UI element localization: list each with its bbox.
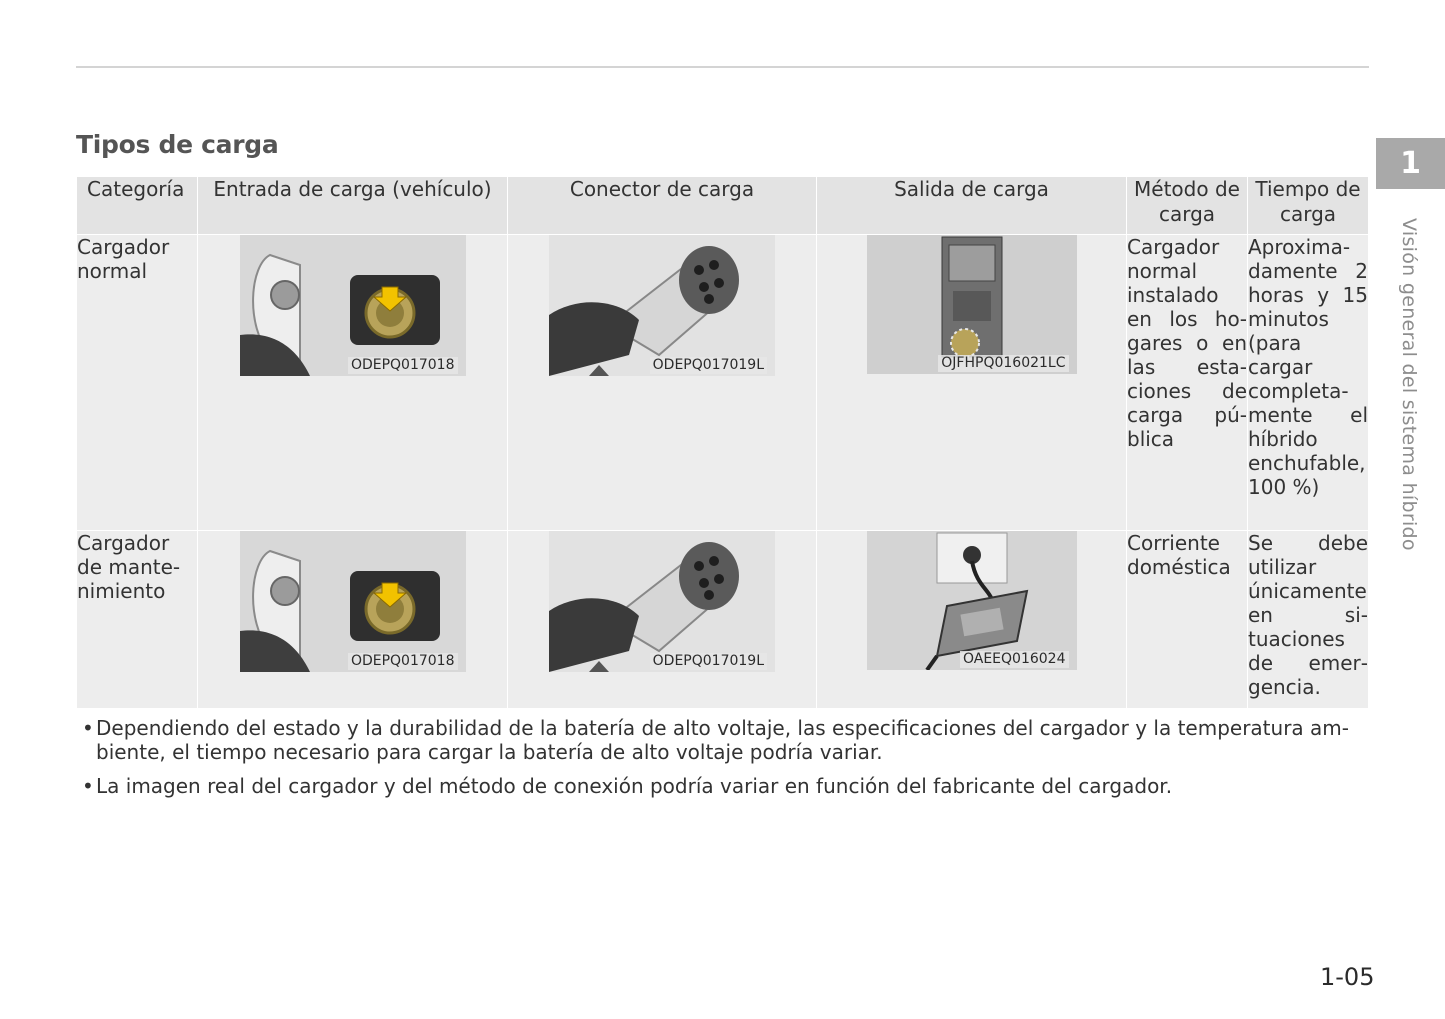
figure-code: ODEPQ017018 [348, 357, 458, 374]
figure-code: ODEPQ017018 [348, 653, 458, 670]
page-number: 1-05 [1320, 963, 1375, 991]
inlet-cell [198, 235, 508, 531]
household-outlet-image [867, 531, 1077, 670]
header-time: Tiempo de carga [1248, 177, 1369, 235]
inlet-cell [198, 531, 508, 709]
header-category: Categoría [77, 177, 198, 235]
charging-connector-image [549, 235, 775, 376]
time-cell: Se debe utilizar únicamente en situaciones de emergencia. [1248, 531, 1369, 709]
top-rule [76, 66, 1369, 68]
time-cell: Aproximadamente 2 horas y 15 minutos (para cargar completamente el híbrido enchufable, 100 %) [1248, 235, 1369, 531]
bullet: • [82, 716, 94, 740]
figure-code: OAEEQ016024 [960, 651, 1069, 668]
header-outlet: Salida de carga [817, 177, 1127, 235]
bullet: • [82, 774, 94, 798]
outlet-cell [817, 531, 1127, 709]
header-connector: Conector de carga [508, 177, 817, 235]
header-method: Método de carga [1127, 177, 1248, 235]
method-cell: Cargador normal instalado en los hogares o en las estaciones de carga pública [1127, 235, 1248, 531]
charging-station-image [867, 235, 1077, 374]
connector-cell [508, 531, 817, 709]
category-cell: Cargador de mantenimiento [77, 531, 198, 709]
outlet-cell [817, 235, 1127, 531]
vehicle-inlet-image [240, 531, 466, 672]
side-chapter-label: Visión general del sistema híbrido [1398, 218, 1420, 551]
table-row [77, 235, 1369, 531]
section-title: Tipos de carga [76, 130, 279, 159]
table-row [77, 531, 1369, 709]
charging-types-table [76, 176, 1369, 709]
category-cell: Cargador normal [77, 235, 198, 531]
figure-code: ODEPQ017019L [650, 653, 767, 670]
charging-connector-image [549, 531, 775, 672]
notes-list [82, 716, 1370, 808]
vehicle-inlet-image [240, 235, 466, 376]
chapter-tab: 1 [1376, 138, 1445, 189]
figure-code: OJFHPQ016021LC [938, 355, 1068, 372]
note-text: La imagen real del cargador y del método de conexión podría variar en función del fabricante del cargador. [96, 774, 1173, 798]
connector-cell [508, 235, 817, 531]
note-text: Dependiendo del estado y la durabilidad de la batería de alto voltaje, las especificaciones del cargador y la temperatura ambiente, el tiempo necesario para cargar la batería de alto voltaje podría variar. [96, 716, 1349, 764]
method-cell: Corriente doméstica [1127, 531, 1248, 709]
note-item [82, 774, 1370, 798]
figure-code: ODEPQ017019L [650, 357, 767, 374]
header-inlet: Entrada de carga (vehículo) [198, 177, 508, 235]
table-header-row [77, 177, 1369, 235]
note-item [82, 716, 1370, 764]
